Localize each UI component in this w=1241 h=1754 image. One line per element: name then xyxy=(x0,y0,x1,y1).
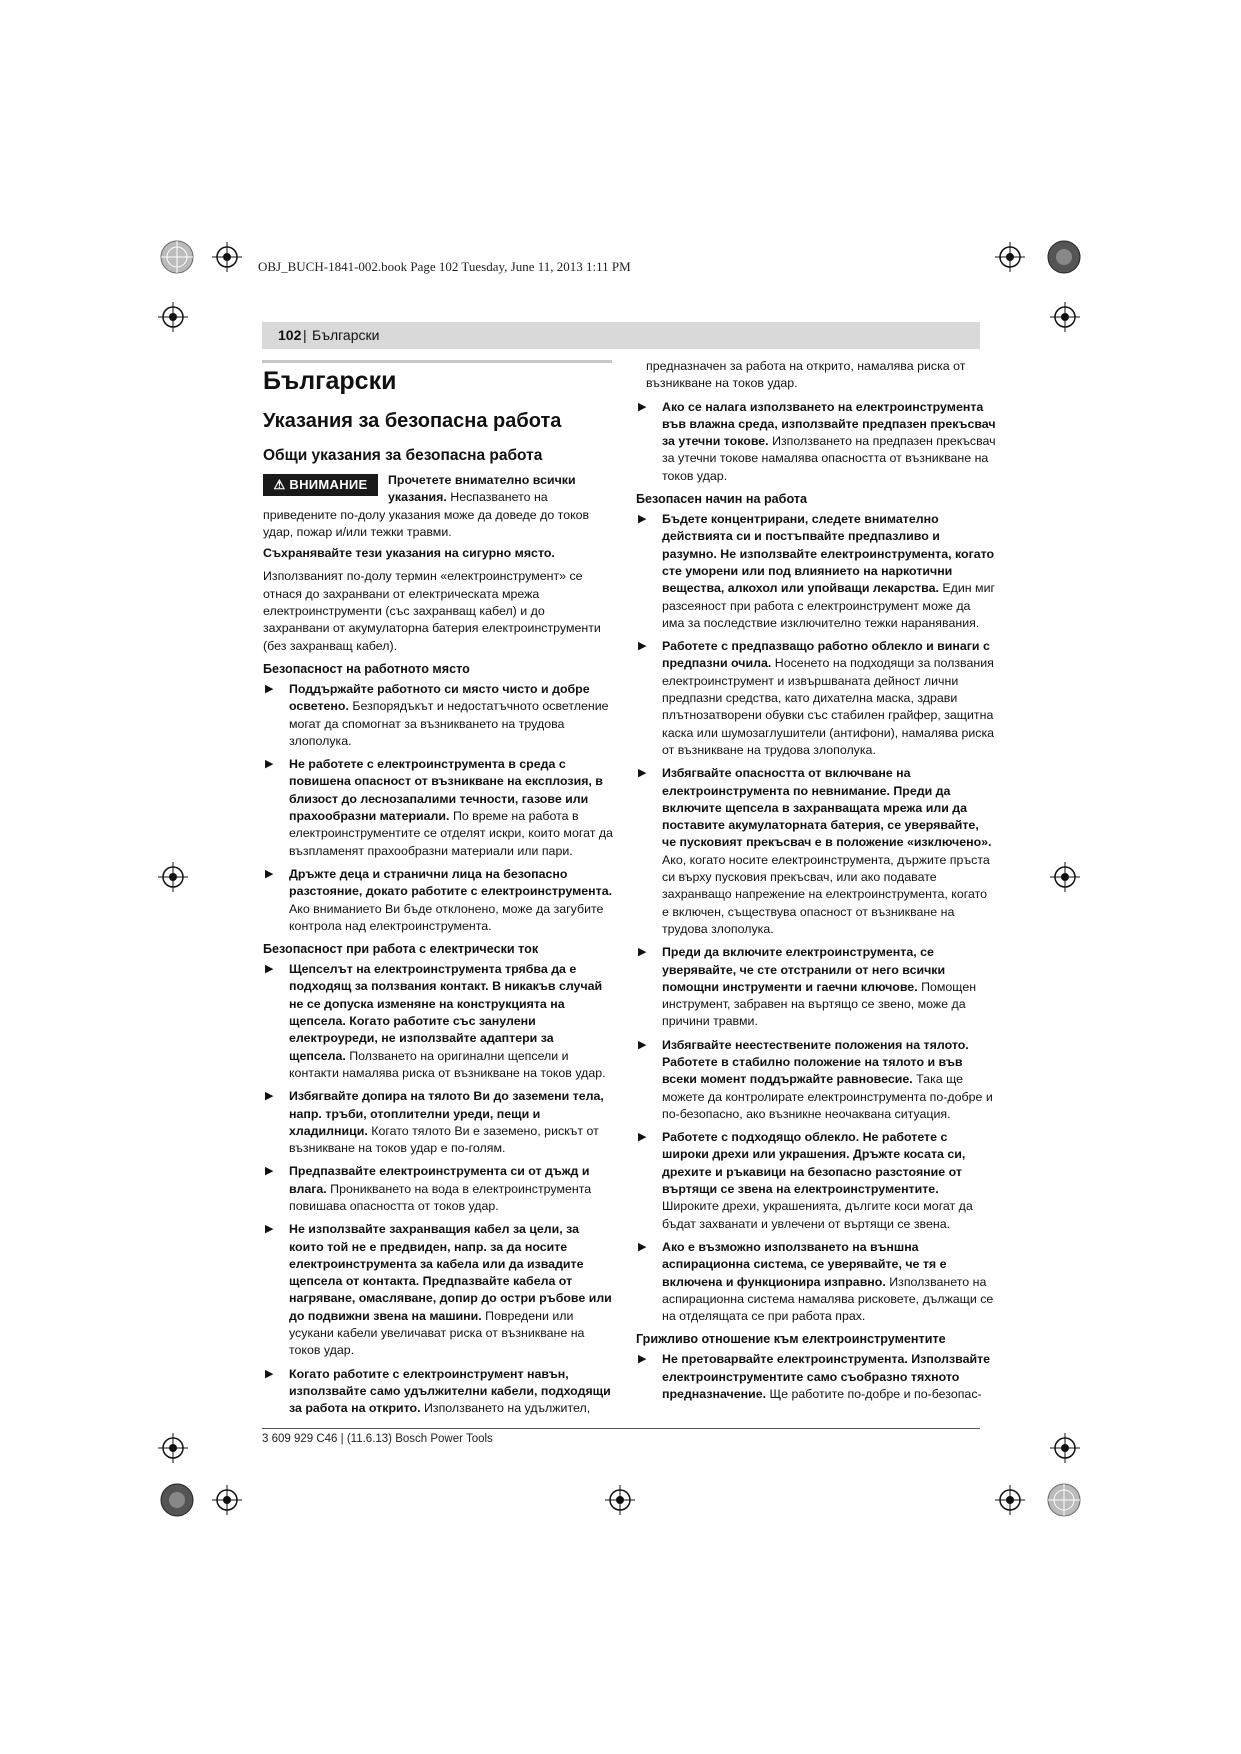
header-language: Български xyxy=(312,327,380,343)
bullet-item xyxy=(263,961,613,1082)
page-number: 102 xyxy=(278,327,302,343)
bullet-item xyxy=(636,944,996,1030)
bullet-arrow-icon: ▶ xyxy=(638,1240,647,1253)
bullet-item xyxy=(263,1221,613,1359)
bullet-text: Проникването на вода в електроинструмента повишава опасността от токов удар. xyxy=(289,1181,592,1213)
bullet-text: Използването на предпазен прекъсвач за утечни токове намалява опасността от възникване на токов удар. xyxy=(662,434,996,483)
footer-rule xyxy=(262,1428,980,1429)
bullet-item xyxy=(263,1088,613,1157)
bullet-bold-text: Ако се налага използването на електроинструмента във влажна среда, използвайте предпазен прекъсвач за утечни токове. xyxy=(662,399,996,449)
keep-instructions-note: Съхранявайте тези указания на сигурно място. xyxy=(263,546,555,561)
registration-crosshair-bottom-left xyxy=(212,1485,242,1515)
bullet-bold-text: Не работете с електроинструмента в среда с повишена опасност от възникване на експлозия, в близост до леснозапалими течности, газове или прахообразни материали. xyxy=(289,757,603,824)
bullet-item xyxy=(263,1366,613,1418)
title-rule xyxy=(262,360,612,363)
bullet-arrow-icon: ▶ xyxy=(638,513,647,526)
color-registration-mark-bottom-left xyxy=(160,1483,194,1517)
bullet-arrow-icon: ▶ xyxy=(638,640,647,653)
bullet-text: Така ще можете да контролирате електроинструмента по-добре и по-безопасно, ако възникне неочаквана ситуация. xyxy=(662,1072,993,1121)
bullet-arrow-icon: ▶ xyxy=(638,1131,647,1144)
registration-crosshair-bottom-center xyxy=(605,1485,635,1515)
page-footer: 3 609 929 C46 | (11.6.13) Bosch Power Tools xyxy=(262,1433,493,1445)
bullet-item xyxy=(263,681,613,750)
bullet-bold-text: Работете с подходящо облекло. Не работете с широки дрехи или украшения. Дръжте косата си, дрехите и ръкавици на безопасно разстояние от въртящи се звена на електроинструментите. xyxy=(662,1130,966,1197)
bullet-arrow-icon: ▶ xyxy=(638,767,647,780)
bullet-text: Безпорядъкът и недостатъчното осветление могат да спомогнат за възникването на трудова злополука. xyxy=(289,699,609,748)
bullet-item xyxy=(636,511,996,632)
bullet-arrow-icon: ▶ xyxy=(638,1038,647,1051)
color-registration-mark-bottom-right xyxy=(1047,1483,1081,1517)
bullet-bold-text: Когато работите с електроинструмент навън, използвайте само удължителни кабели, подходящи за работа на открито. xyxy=(289,1366,611,1416)
registration-crosshair-left-upper xyxy=(158,302,188,332)
bullet-item xyxy=(636,1239,996,1325)
left-column xyxy=(263,366,613,1424)
safe-work-heading: Безопасен начин на работа xyxy=(636,492,808,507)
term-definition: Използваният по-долу термин «електроинструмент» се отнася до захранвани от електрическата мрежа електроинструменти (със захранващ кабел) и до захранвани от акумулаторна батерия електроинструменти (без захранващ кабел). xyxy=(263,569,601,653)
bullet-text: Помощен инструмент, забравен на въртящо се звено, може да причини травми. xyxy=(662,979,977,1029)
bullet-arrow-icon: ▶ xyxy=(265,867,274,880)
bullet-item xyxy=(636,1351,996,1403)
bullet-bold-text: Поддържайте работното си място чисто и добре осветено. xyxy=(289,681,590,714)
bullet-text: Ще работите по-добре и по-безопас- xyxy=(766,1387,982,1402)
care-list xyxy=(636,1351,996,1403)
bullet-item xyxy=(263,866,613,935)
bullet-bold-text: Предпазвайте електроинструмента си от дъжд и влага. xyxy=(289,1164,590,1196)
bullet-arrow-icon: ▶ xyxy=(265,1367,274,1380)
page-title: Български xyxy=(263,367,397,395)
workplace-list xyxy=(263,681,613,935)
bullet-arrow-icon: ▶ xyxy=(265,1165,274,1178)
bullet-arrow-icon: ▶ xyxy=(265,1223,274,1236)
registration-crosshair-left-lower xyxy=(158,1433,188,1463)
workplace-heading: Безопасност на работното място xyxy=(263,661,470,676)
bullet-bold-text: Бъдете концентрирани, следете внимателно действията си и постъпвайте предпазливо и разумно. Не използвайте електроинструмента, когато сте уморени или под влиянието на наркотични вещества, алкохол или упойващи лекарства. xyxy=(662,512,995,596)
bullet-bold-text: Дръжте деца и странични лица на безопасно разстояние, докато работите с електроинструмента. xyxy=(289,866,613,899)
registration-crosshair-left-middle xyxy=(158,862,188,892)
bullet-text: Носенето на подходящи за ползвания електроинструмент и извършваната дейност лични предпазни средства, като дихателна маска, здрави плътнозатворени обувки със стабилен грайфер, защитна каска или шумозаглушители (антифони), намалява риска от възникване на трудова злополука. xyxy=(662,656,995,757)
bullet-bold-text: Ако е възможно използването на външна аспирационна система, се уверявайте, че тя е включена и функционира изправно. xyxy=(662,1239,947,1289)
bullet-arrow-icon: ▶ xyxy=(638,946,647,959)
bullet-item xyxy=(636,1129,996,1233)
bullet-bold-text: Не използвайте захранващия кабел за цели, за които той не е предвиден, напр. за да носите електроинструмента за кабела или да извадите щепсела от контакта. Предпазвайте кабела от нагряване, омасляване, допир до остри ръбове или до подвижни звена на машини. xyxy=(289,1222,612,1323)
continuation-text: предназначен за работа на открито, намалява риска от възникване на токов удар. xyxy=(646,359,966,391)
bullet-item xyxy=(263,1163,613,1215)
bullet-text: Когато тялото Ви е заземено, рискът от възникване на токов удар е по-голям. xyxy=(289,1123,599,1156)
print-info-line: OBJ_BUCH-1841-002.book Page 102 Tuesday, June 11, 2013 1:11 PM xyxy=(258,259,631,274)
bullet-item xyxy=(636,399,996,485)
section-heading: Указания за безопасна работа xyxy=(263,410,562,432)
bullet-text: Ако, когато носите електроинструмента, държите пръста си върху пусковия прекъсвач, или ако подавате захранващо напрежение на електроинструмента, когато е включен, съществува опасност от възникване на трудова злополука. xyxy=(662,852,990,936)
bullet-text: Един миг разсеяност при работа с електроинструмент може да има за последствие изключително тежки наранявания. xyxy=(662,581,996,630)
bullet-arrow-icon: ▶ xyxy=(638,1353,647,1366)
registration-crosshair-bottom-right xyxy=(995,1485,1025,1515)
bullet-item xyxy=(636,638,996,759)
warning-triangle-icon: ⚠ xyxy=(273,477,286,492)
registration-crosshair-right-lower xyxy=(1050,1433,1080,1463)
bullet-text: Използването на аспирационна система намалява рисковете, дължащи се на отделящата се при работа прах. xyxy=(662,1274,994,1324)
bullet-bold-text: Работете с предпазващо работно облекло и винаги с предпазни очила. xyxy=(662,639,990,671)
subsection-heading: Общи указания за безопасна работа xyxy=(263,447,543,464)
color-registration-mark-top-left xyxy=(160,240,194,274)
registration-crosshair-right-upper xyxy=(1050,302,1080,332)
bullet-text: Използването на удължител, xyxy=(420,1401,591,1416)
bullet-arrow-icon: ▶ xyxy=(265,682,274,695)
bullet-text: По време на работа в електроинструментите се отделят искри, които могат да възпламенят прахообразни материали или пари. xyxy=(289,809,613,858)
care-heading: Грижливо отношение към електроинструментите xyxy=(636,1332,946,1347)
safe-work-list xyxy=(636,511,996,1325)
bullet-item xyxy=(636,1037,996,1123)
bullet-text: Повредени или усукани кабели увеличават риска от възникване на токов удар. xyxy=(289,1308,585,1358)
warning-text: Неспазването на приведените по-долу указания може да доведе до токов удар, пожар и/или тежки травми. xyxy=(263,490,590,539)
bullet-bold-text: Избягвайте допира на тялото Ви до заземени тела, напр. тръби, отоплителни уреди, пещи и хладилници. xyxy=(289,1089,604,1138)
bullet-arrow-icon: ▶ xyxy=(265,963,274,976)
warning-bold: Прочетете внимателно всички указания. xyxy=(388,473,576,505)
registration-crosshair-top-right xyxy=(995,242,1025,272)
electrical-heading: Безопасност при работа с електрически ток xyxy=(263,942,539,957)
warning-paragraph xyxy=(263,472,613,541)
warning-badge xyxy=(263,474,378,496)
bullet-text: Ползването на оригинални щепсели и контакти намалява риска от възникване на токов удар. xyxy=(289,1048,606,1080)
registration-crosshair-top-left xyxy=(212,242,242,272)
bullet-text: Широките дрехи, украшенията, дългите коси могат да бъдат захванати и увлечени от въртящи се звена. xyxy=(662,1199,973,1231)
registration-crosshair-right-middle xyxy=(1050,862,1080,892)
bullet-item xyxy=(636,765,996,938)
bullet-arrow-icon: ▶ xyxy=(265,1090,274,1103)
bullet-bold-text: Избягвайте неестествените положения на тялото. Работете в стабилно положение на тялото и във всеки момент поддържайте равновесие. xyxy=(662,1037,969,1087)
color-registration-mark-top-right xyxy=(1047,240,1081,274)
bullet-item xyxy=(263,756,613,860)
warning-badge-label: ВНИМАНИЕ xyxy=(289,477,368,492)
header-separator: | xyxy=(303,327,307,343)
bullet-text: Ако вниманието Ви бъде отклонено, може да загубите контрола над електроинструмента. xyxy=(289,901,604,933)
bullet-bold-text: Преди да включите електроинструмента, се уверявайте, че сте отстранили от него всички помощни инструменти и гаечни ключове. xyxy=(662,945,946,994)
electrical-cont-list xyxy=(636,399,996,485)
bullet-arrow-icon: ▶ xyxy=(265,758,274,771)
bullet-bold-text: Щепселът на електроинструмента трябва да е подходящ за ползвания контакт. В никакъв случай не се допуска изменяне на конструкцията на щепсела. Когато работите със занулени електроуреди, не използвайте адаптери за щепсела. xyxy=(289,962,603,1063)
electrical-list xyxy=(263,961,613,1417)
bullet-bold-text: Избягвайте опасността от включване на електроинструмента по невнимание. Преди да включите щепсела в захранващата мрежа или да поставите акумулаторната батерия, се уверявайте, че пусковият прекъсвач е в положение «изключено». xyxy=(662,766,992,850)
right-column xyxy=(636,358,996,1409)
bullet-arrow-icon: ▶ xyxy=(638,400,647,413)
bullet-bold-text: Не претоварвайте електроинструмента. Използвайте електроинструментите само съобразно тяхното предназначение. xyxy=(662,1352,991,1402)
